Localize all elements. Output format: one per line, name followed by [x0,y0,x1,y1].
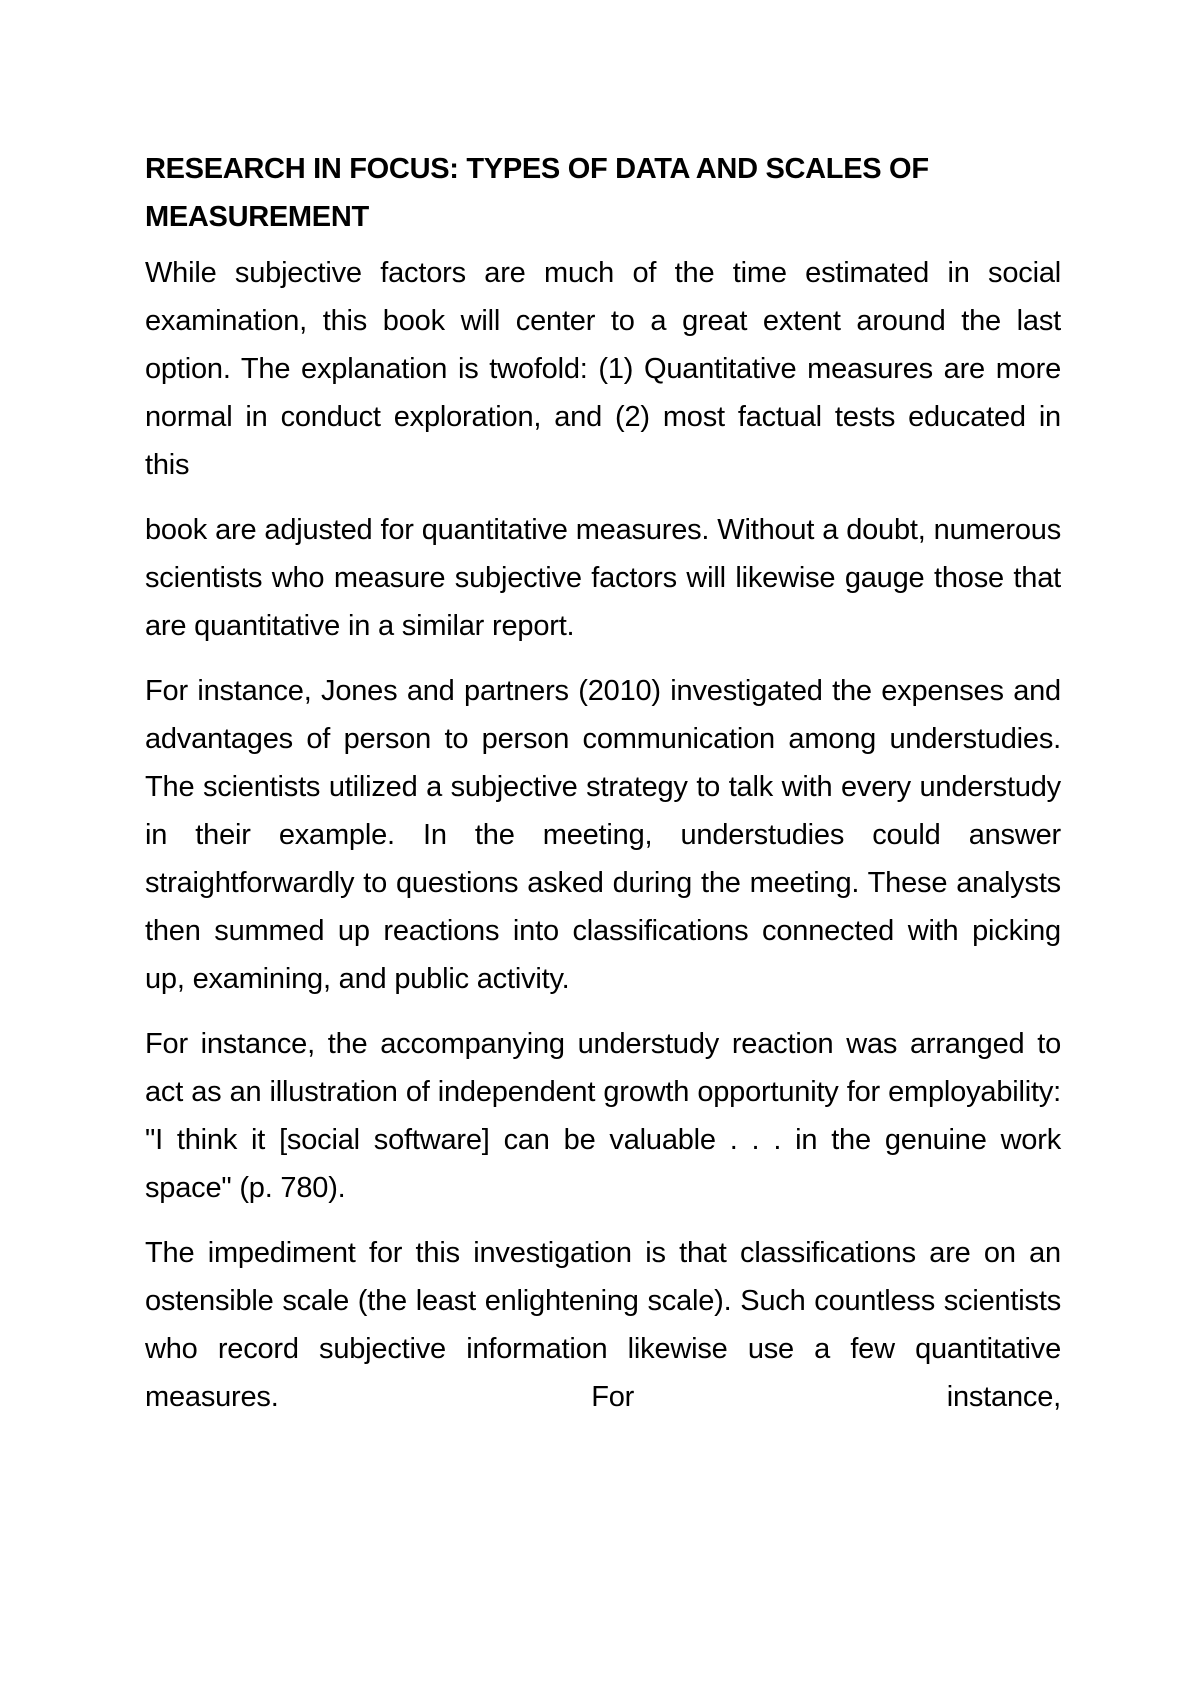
document-page [145,145,1061,1438]
paragraph-1: While subjective factors are much of the time estimated in social examination, this book will center to a great extent around the last option. The explanation is twofold: (1) Quantitative measures are more normal in conduct exploration, and (2) most factual tests educated in this [145,257,1061,481]
paragraph-5: The impediment for this investigation is that classifications are on an ostensible scale (the least enlightening scale). Such countless scientists who record subjective information likewise use a few quantitative measures. For instance, [145,1237,1061,1413]
paragraph-4: For instance, the accompanying understudy reaction was arranged to act as an illustration of independent growth opportunity for employability: "I think it [social software] can be valuable . . . in the genuine work space" (p. 780). [145,1028,1061,1204]
paragraph-3: For instance, Jones and partners (2010) investigated the expenses and advantages of person to person communication among understudies. The scientists utilized a subjective strategy to talk with every understudy in their example. In the meeting, understudies could answer straightforwardly to questions asked during the meeting. These analysts then summed up reactions into classifications connected with picking up, examining, and public activity. [145,675,1061,995]
paragraph-2: book are adjusted for quantitative measures. Without a doubt, numerous scientists who measure subjective factors will likewise gauge those that are quantitative in a similar report. [145,514,1061,642]
document-title: RESEARCH IN FOCUS: TYPES OF DATA AND SCALES OF MEASUREMENT [145,153,929,233]
